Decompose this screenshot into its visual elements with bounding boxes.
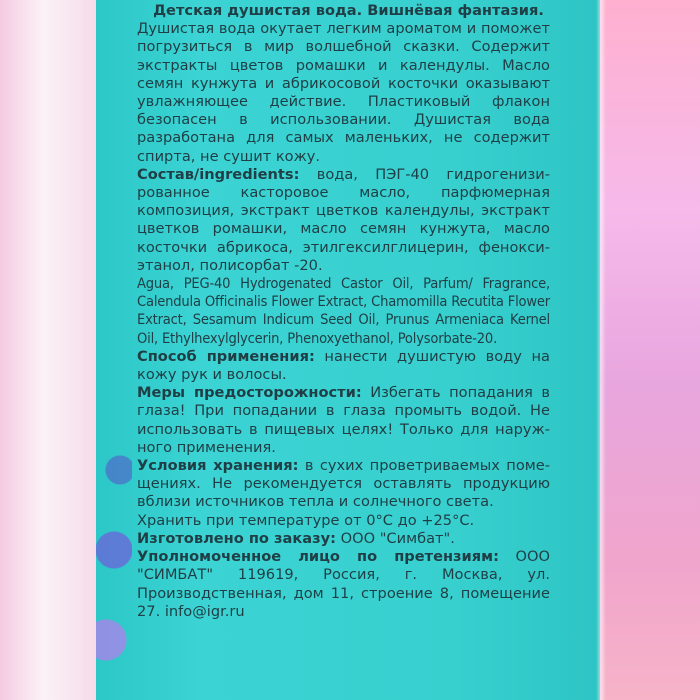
manufactured-label: Изготовлено по заказу: (137, 529, 336, 547)
composition-ru (137, 166, 550, 275)
storage (137, 457, 550, 512)
background-right (600, 0, 700, 700)
composition-label: Состав/ingredients: (137, 165, 300, 183)
authorized-person (137, 548, 550, 621)
usage (137, 348, 550, 384)
composition-ru-text: вода, ПЭГ-40 гидрогенизированное касторовое масло, парфюмерная композиция, экстракт цветков календулы, экстракт цветков ромашки, масло семян кунжута, масло косточки абрикоса, этилгексилглицерин, феноксиэтанол, полисорбат -20. (137, 165, 551, 274)
storage-temperature: Хранить при температуре от 0°С до +25°С. (137, 511, 475, 529)
authorized-text: ООО "СИМБАТ" 119619, Россия, г. Москва, ул. Производственная, дом 11, строение 8, помещение 27. info@igr.ru (137, 548, 551, 620)
authorized-label: Уполномоченное лицо по претензиям: (137, 548, 499, 566)
product-title: Детская душистая вода. Вишнёвая фантазия. (153, 2, 544, 19)
precautions (137, 384, 550, 457)
usage-text: нанести душистую воду на кожу рук и волосы. (137, 347, 550, 384)
precautions-text: Избегать попадания в глаза! При попадании в глаза промыть водой. Не использовать в пищевых целях! Только для наружного применения. (137, 384, 551, 456)
precautions-label: Меры предосторожности: (137, 384, 362, 402)
storage-text: в сухих проветриваемых помещениях. Не рекомендуется оставлять продукцию вблизи источников тепла и солнечного света. (137, 457, 551, 511)
label-text (137, 2, 550, 621)
decorative-flowers (96, 430, 132, 700)
composition-en: Agua, PEG-40 Hydrogenated Castor Oil, Parfum/ Fragrance, Calendula Officinalis Flower Extract, Chamomilla Recutita Flower Extract, Sesamum Indicum Seed Oil, Prunus Armeniaca Kernel Oil, Ethylhexylglycerin, Phenoxyethanol, Polysorbate-20. (137, 275, 550, 347)
product-description: Душистая вода окутает легким ароматом и поможет погрузиться в мир волшебной сказки. Содержит экстракты цветов ромашки и календулы. Масло семян кунжута и абрикосовой косточки оказывают увлажняющее действие. Пластиковый флакон безопасен в использовании. Душистая вода разработана для самых маленьких, не содержит спирта, не сушит кожу. (137, 20, 550, 165)
manufactured-text: ООО "Симбат". (340, 529, 455, 547)
usage-label: Способ применения: (137, 347, 315, 365)
storage-label: Условия хранения: (137, 457, 299, 475)
manufactured (137, 530, 550, 548)
background-left (0, 0, 96, 700)
package-edge-highlight (596, 0, 606, 700)
